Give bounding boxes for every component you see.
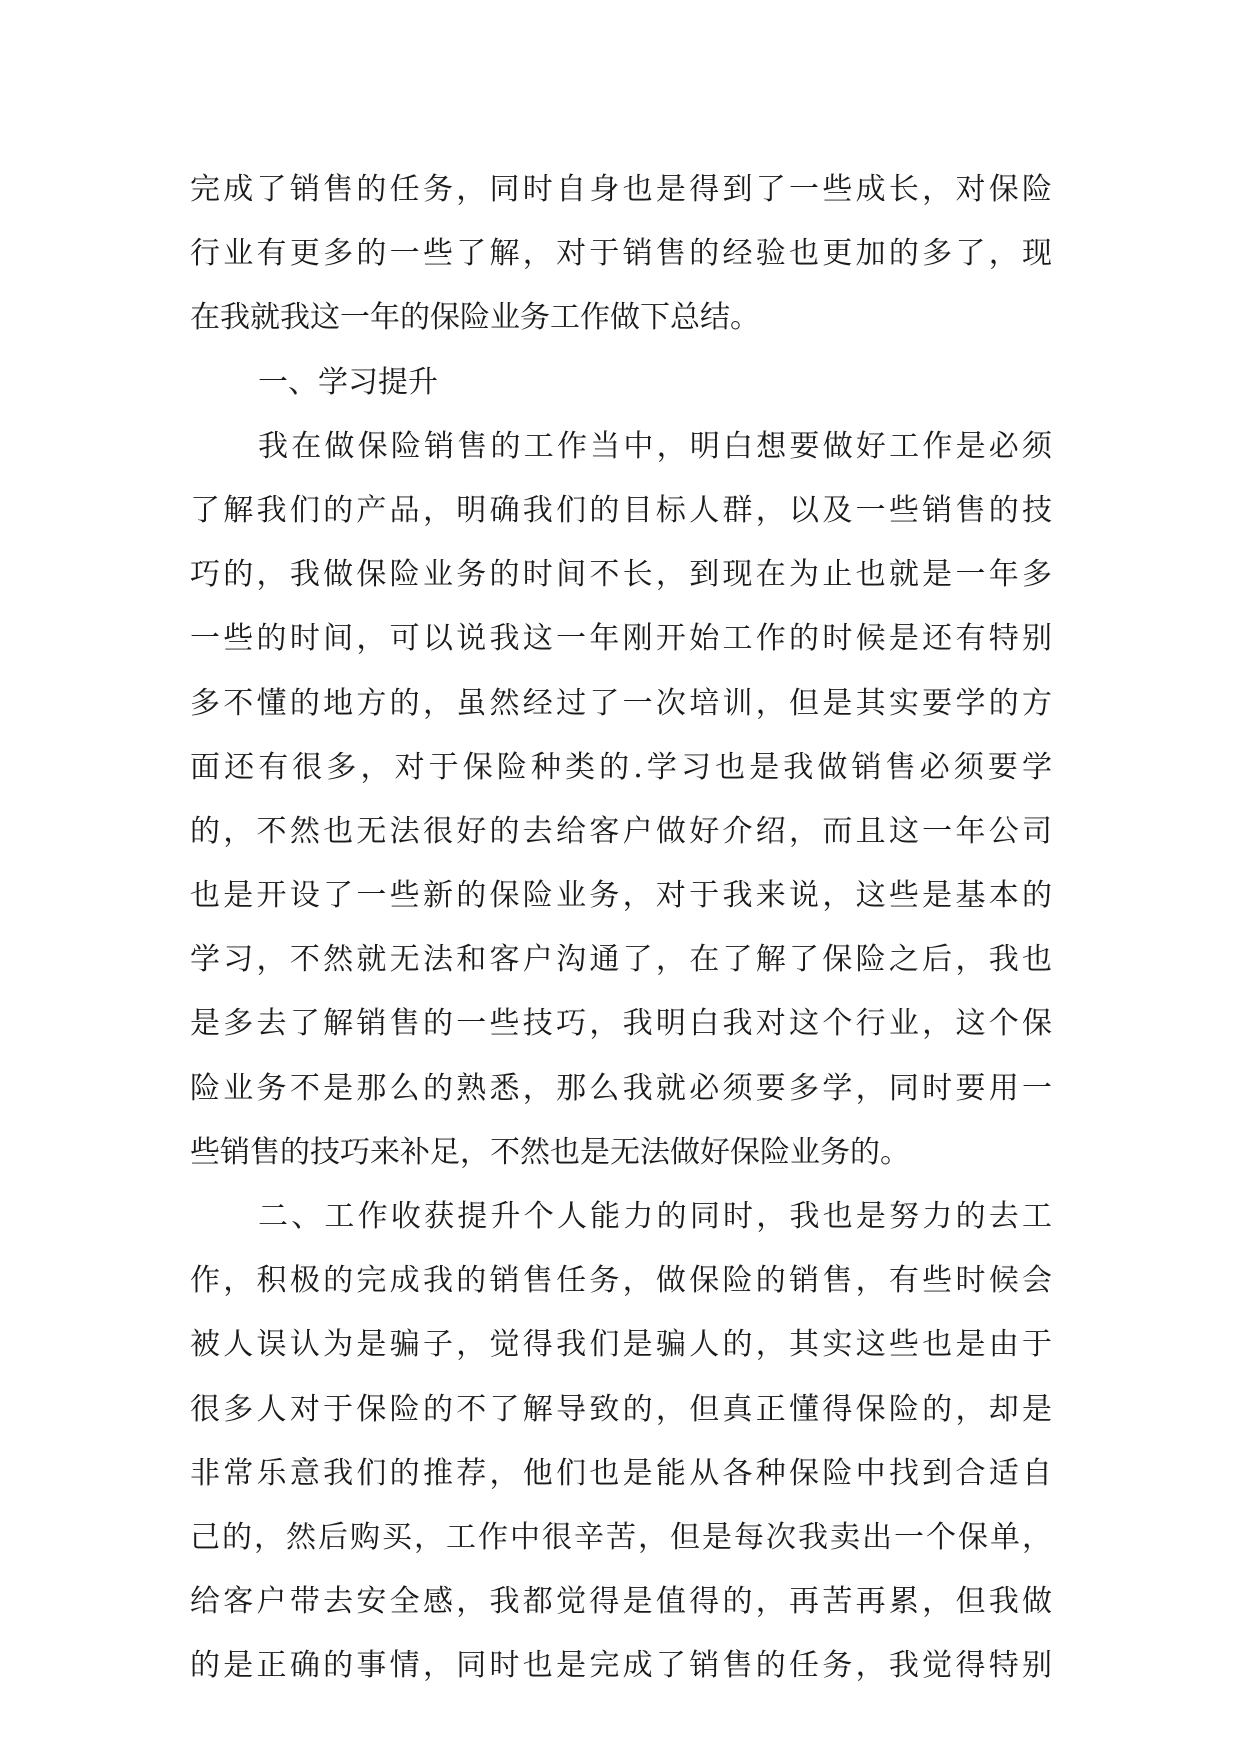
text-line: 我在做保险销售的工作当中，明白想要做好工作是必须 bbox=[258, 428, 1052, 464]
text-line: 的是正确的事情，同时也是完成了销售的任务，我觉得特别 bbox=[190, 1648, 1052, 1684]
text-line: 了解我们的产品，明确我们的目标人群，以及一些销售的技 bbox=[190, 492, 1052, 528]
text-line: 作，积极的完成我的销售任务，做保险的销售，有些时候会 bbox=[190, 1263, 1052, 1299]
text-line: 行业有更多的一些了解，对于销售的经验也更加的多了，现 bbox=[190, 236, 1052, 272]
text-line: 是多去了解销售的一些技巧，我明白我对这个行业，这个保 bbox=[190, 1006, 1052, 1042]
text-line: 给客户带去安全感，我都觉得是值得的，再苦再累，但我做 bbox=[190, 1584, 1052, 1620]
text-line: 也是开设了一些新的保险业务，对于我来说，这些是基本的 bbox=[190, 878, 1052, 914]
text-line: 多不懂的地方的，虽然经过了一次培训，但是其实要学的方 bbox=[190, 685, 1052, 721]
text-line: 被人误认为是骗子，觉得我们是骗人的，其实这些也是由于 bbox=[190, 1327, 1052, 1363]
document-body bbox=[190, 158, 1052, 1699]
text-line: 己的，然后购买，工作中很辛苦，但是每次我卖出一个保单， bbox=[190, 1519, 1052, 1555]
text-line: 些销售的技巧来补足，不然也是无法做好保险业务的。 bbox=[190, 1134, 910, 1170]
text-line: 非常乐意我们的推荐，他们也是能从各种保险中找到合适自 bbox=[190, 1455, 1052, 1491]
text-line: 巧的，我做保险业务的时间不长，到现在为止也就是一年多 bbox=[190, 557, 1052, 593]
text-line: 一、学习提升 bbox=[258, 364, 438, 400]
text-line: 二、工作收获提升个人能力的同时，我也是努力的去工 bbox=[258, 1199, 1052, 1234]
text-line: 险业务不是那么的熟悉，那么我就必须要多学，同时要用一 bbox=[190, 1070, 1052, 1106]
text-line: 的，不然也无法很好的去给客户做好介绍，而且这一年公司 bbox=[190, 813, 1052, 849]
text-line: 很多人对于保险的不了解导致的，但真正懂得保险的，却是 bbox=[190, 1391, 1052, 1427]
text-line: 完成了销售的任务，同时自身也是得到了一些成长，对保险 bbox=[190, 172, 1052, 207]
text-line: 一些的时间，可以说我这一年刚开始工作的时候是还有特别 bbox=[190, 621, 1052, 657]
text-line: 在我就我这一年的保险业务工作做下总结。 bbox=[190, 300, 760, 336]
text-line: 学习，不然就无法和客户沟通了，在了解了保险之后，我也 bbox=[190, 942, 1052, 978]
text-line: 面还有很多，对于保险种类的.学习也是我做销售必须要学 bbox=[190, 749, 1052, 785]
